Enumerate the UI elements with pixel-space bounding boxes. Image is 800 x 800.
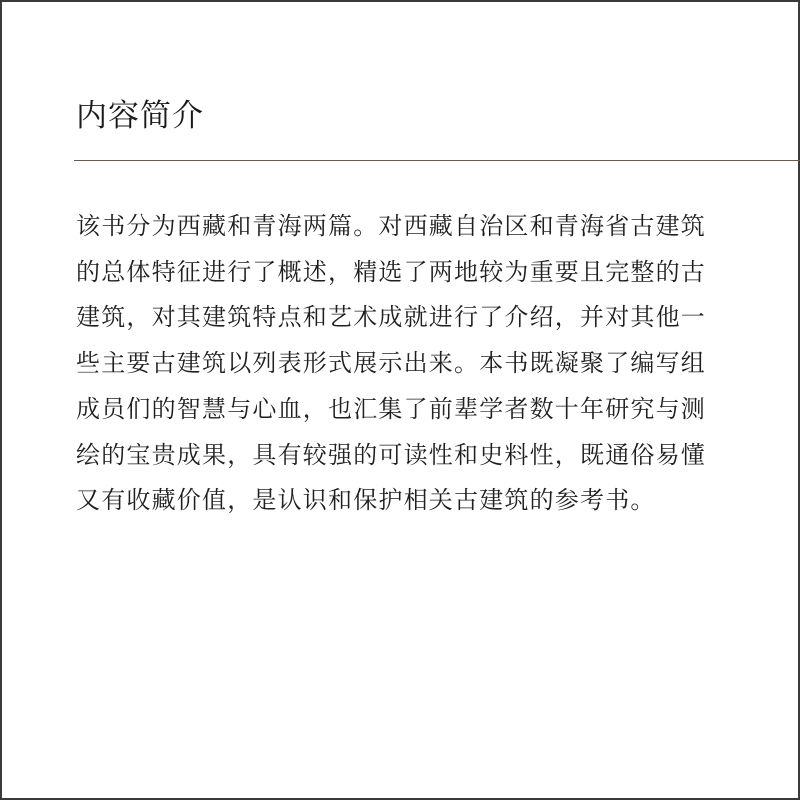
paragraph-line: 成员们的智慧与心血，也汇集了前辈学者数十年研究与测 — [76, 394, 706, 423]
intro-paragraph — [76, 204, 736, 524]
paragraph-line: 该书分为西藏和青海两篇。对西藏自治区和青海省古建筑 — [76, 212, 706, 240]
section-heading: 内容简介 — [76, 98, 204, 134]
paragraph-line: 又有收藏价值，是认识和保护相关古建筑的参考书。 — [76, 486, 656, 515]
paragraph-line: 建筑，对其建筑特点和艺术成就进行了介绍，并对其他一 — [76, 303, 706, 332]
paragraph-line: 的总体特征进行了概述，精选了两地较为重要且完整的古 — [76, 257, 706, 286]
heading-divider — [74, 160, 800, 161]
paragraph-line: 些主要古建筑以列表形式展示出来。本书既凝聚了编写组 — [76, 349, 706, 378]
paragraph-line: 绘的宝贵成果，具有较强的可读性和史料性，既通俗易懂 — [76, 440, 706, 469]
